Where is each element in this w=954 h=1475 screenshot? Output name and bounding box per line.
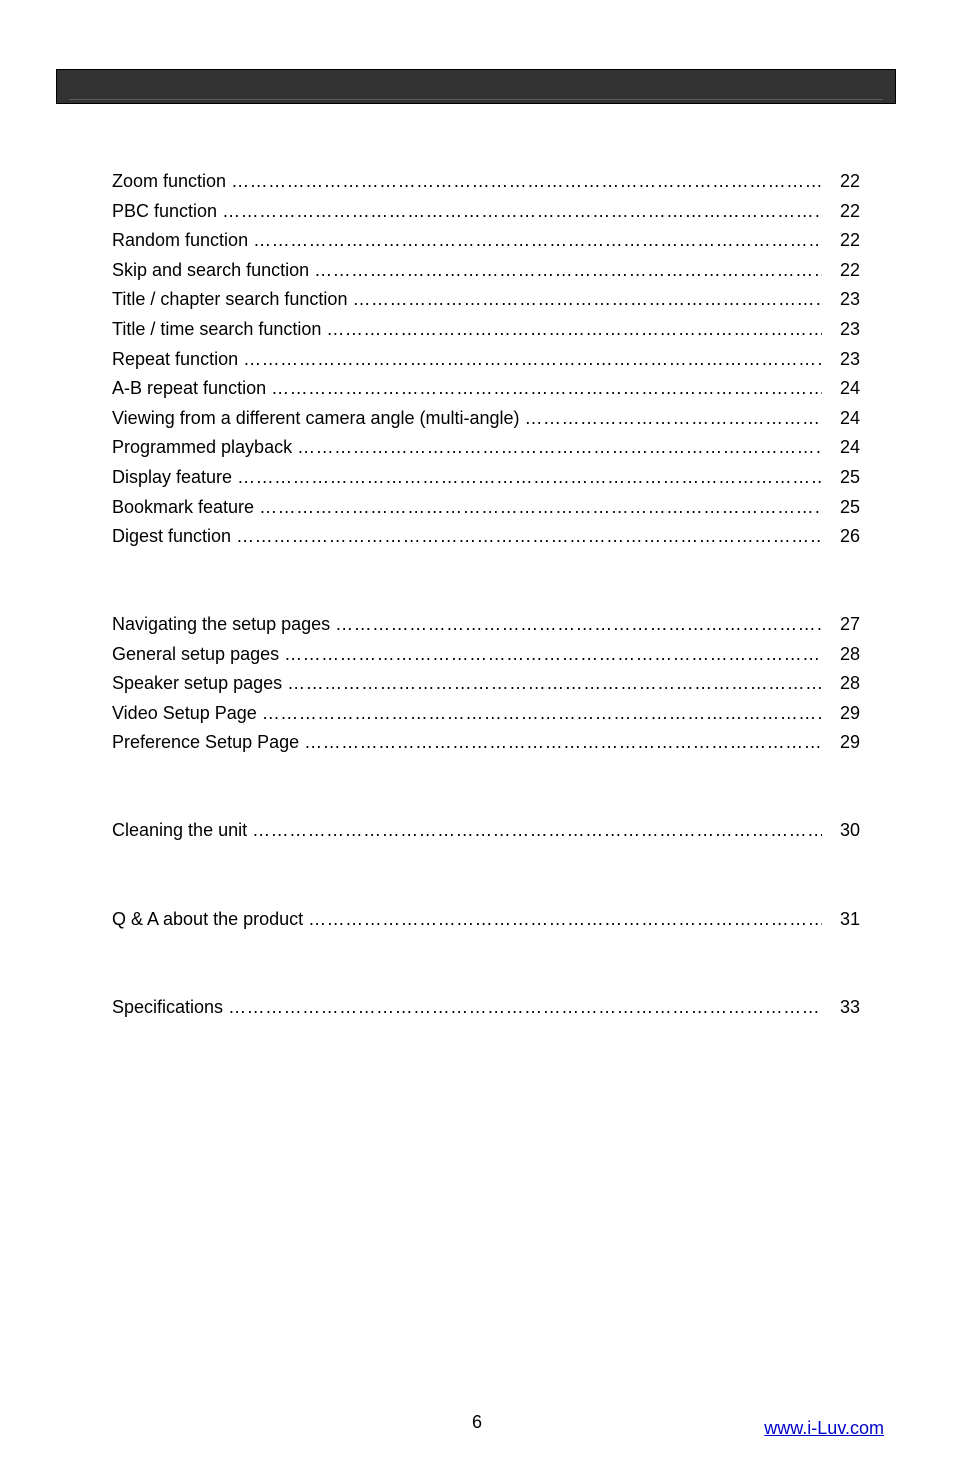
toc-entry-label: Q & A about the product	[112, 909, 304, 929]
toc-entry-label: A-B repeat function	[112, 378, 267, 399]
toc-entry[interactable]	[112, 466, 860, 496]
toc-entry-label: PBC function	[112, 200, 218, 221]
toc-entry-page: 22	[839, 230, 860, 251]
toc-entry-label: Repeat function	[112, 348, 239, 369]
toc-entry-label: Title / chapter search function	[112, 289, 348, 310]
toc-entry[interactable]	[112, 170, 860, 200]
toc-entry-label: Zoom function	[112, 171, 227, 191]
toc-entry-label: Random function	[112, 230, 249, 251]
toc-entry-label: Navigating the setup pages	[112, 614, 331, 634]
toc-entry-label: Skip and search function	[112, 259, 310, 280]
toc-entry-label: Display feature	[112, 466, 233, 487]
toc-section-setup	[112, 613, 860, 761]
toc-entry-page: 25	[839, 496, 860, 517]
toc-leader-dots	[259, 496, 822, 518]
toc-leader-dots	[297, 436, 822, 458]
toc-entry[interactable]	[112, 613, 860, 643]
toc-entry-page: 22	[839, 171, 860, 191]
toc-leader-dots	[314, 259, 822, 281]
toc-entry-label: Cleaning the unit	[112, 820, 248, 840]
toc-leader-dots	[335, 613, 822, 635]
toc-entry[interactable]	[112, 200, 860, 230]
toc-leader-dots	[326, 318, 822, 340]
toc-leader-dots	[243, 348, 822, 370]
toc-entry-page: 22	[839, 259, 860, 280]
toc-entry-label: Preference Setup Page	[112, 732, 300, 753]
toc-entry-label: Viewing from a different camera angle (multi-angle)	[112, 407, 520, 428]
toc-entry-label: Title / time search function	[112, 318, 322, 339]
page-number: 6	[471, 1412, 482, 1432]
toc-entry-page: 31	[839, 909, 860, 929]
toc-entry[interactable]	[112, 377, 860, 407]
toc-leader-dots	[287, 672, 822, 694]
toc-entry-label: Specifications	[112, 997, 224, 1017]
toc-entry-page: 28	[839, 643, 860, 664]
toc-entry-page: 30	[839, 820, 860, 840]
toc-entry-page: 24	[839, 378, 860, 399]
toc-entry[interactable]	[112, 731, 860, 761]
toc-leader-dots	[271, 377, 822, 399]
toc-section-maintenance	[112, 819, 860, 849]
toc-entry-page: 24	[839, 407, 860, 428]
header-bar	[56, 69, 896, 104]
toc-entry-label: Speaker setup pages	[112, 673, 283, 694]
toc-entry[interactable]	[112, 996, 860, 1026]
toc-leader-dots	[262, 702, 822, 724]
toc-entry-page: 23	[839, 348, 860, 369]
toc-entry[interactable]	[112, 702, 860, 732]
toc-entry-page: 23	[839, 318, 860, 339]
toc-entry-page: 26	[839, 526, 860, 547]
toc-entry[interactable]	[112, 643, 860, 673]
toc-entry-label: Digest function	[112, 526, 232, 547]
toc-entry[interactable]	[112, 259, 860, 289]
toc-entry-page: 29	[839, 732, 860, 753]
toc-leader-dots	[284, 643, 822, 665]
header-bar-rule	[69, 99, 883, 100]
toc-leader-dots	[237, 466, 822, 488]
toc-leader-dots	[236, 525, 822, 547]
toc-leader-dots	[222, 200, 822, 222]
toc-entry[interactable]	[112, 496, 860, 526]
toc-entry[interactable]	[112, 525, 860, 555]
toc-leader-dots	[308, 908, 822, 930]
toc-entry-page: 28	[839, 673, 860, 694]
toc-section-troubleshooting	[112, 908, 860, 938]
toc-entry[interactable]	[112, 407, 860, 437]
toc-entry[interactable]	[112, 819, 860, 849]
toc-entry-page: 22	[839, 200, 860, 221]
toc-entry[interactable]	[112, 348, 860, 378]
toc-entry[interactable]	[112, 229, 860, 259]
toc-leader-dots	[253, 229, 822, 251]
toc-entry[interactable]	[112, 672, 860, 702]
toc-entry[interactable]	[112, 436, 860, 466]
toc-entry-label: Programmed playback	[112, 437, 293, 458]
toc-entry-page: 29	[839, 702, 860, 723]
toc-leader-dots	[304, 731, 822, 753]
toc-entry-page: 23	[839, 289, 860, 310]
toc-entry[interactable]	[112, 288, 860, 318]
toc-entry-page: 24	[839, 437, 860, 458]
toc-entry-label: General setup pages	[112, 643, 280, 664]
toc-leader-dots	[228, 996, 822, 1018]
toc-entry-page: 33	[839, 997, 860, 1017]
toc-leader-dots	[352, 288, 822, 310]
toc-section-playback	[112, 170, 860, 555]
toc-entry-label: Video Setup Page	[112, 702, 257, 723]
toc-entry-page: 27	[839, 614, 860, 634]
toc-entry[interactable]	[112, 908, 860, 938]
toc-entry-page: 25	[839, 466, 860, 487]
toc-entry[interactable]	[112, 318, 860, 348]
toc-entry-label: Bookmark feature	[112, 496, 255, 517]
toc-leader-dots	[525, 407, 822, 429]
toc-leader-dots	[252, 819, 822, 841]
website-link[interactable]: www.i-Luv.com	[764, 1418, 884, 1438]
toc-section-specifications	[112, 996, 860, 1026]
toc-leader-dots	[231, 170, 822, 192]
